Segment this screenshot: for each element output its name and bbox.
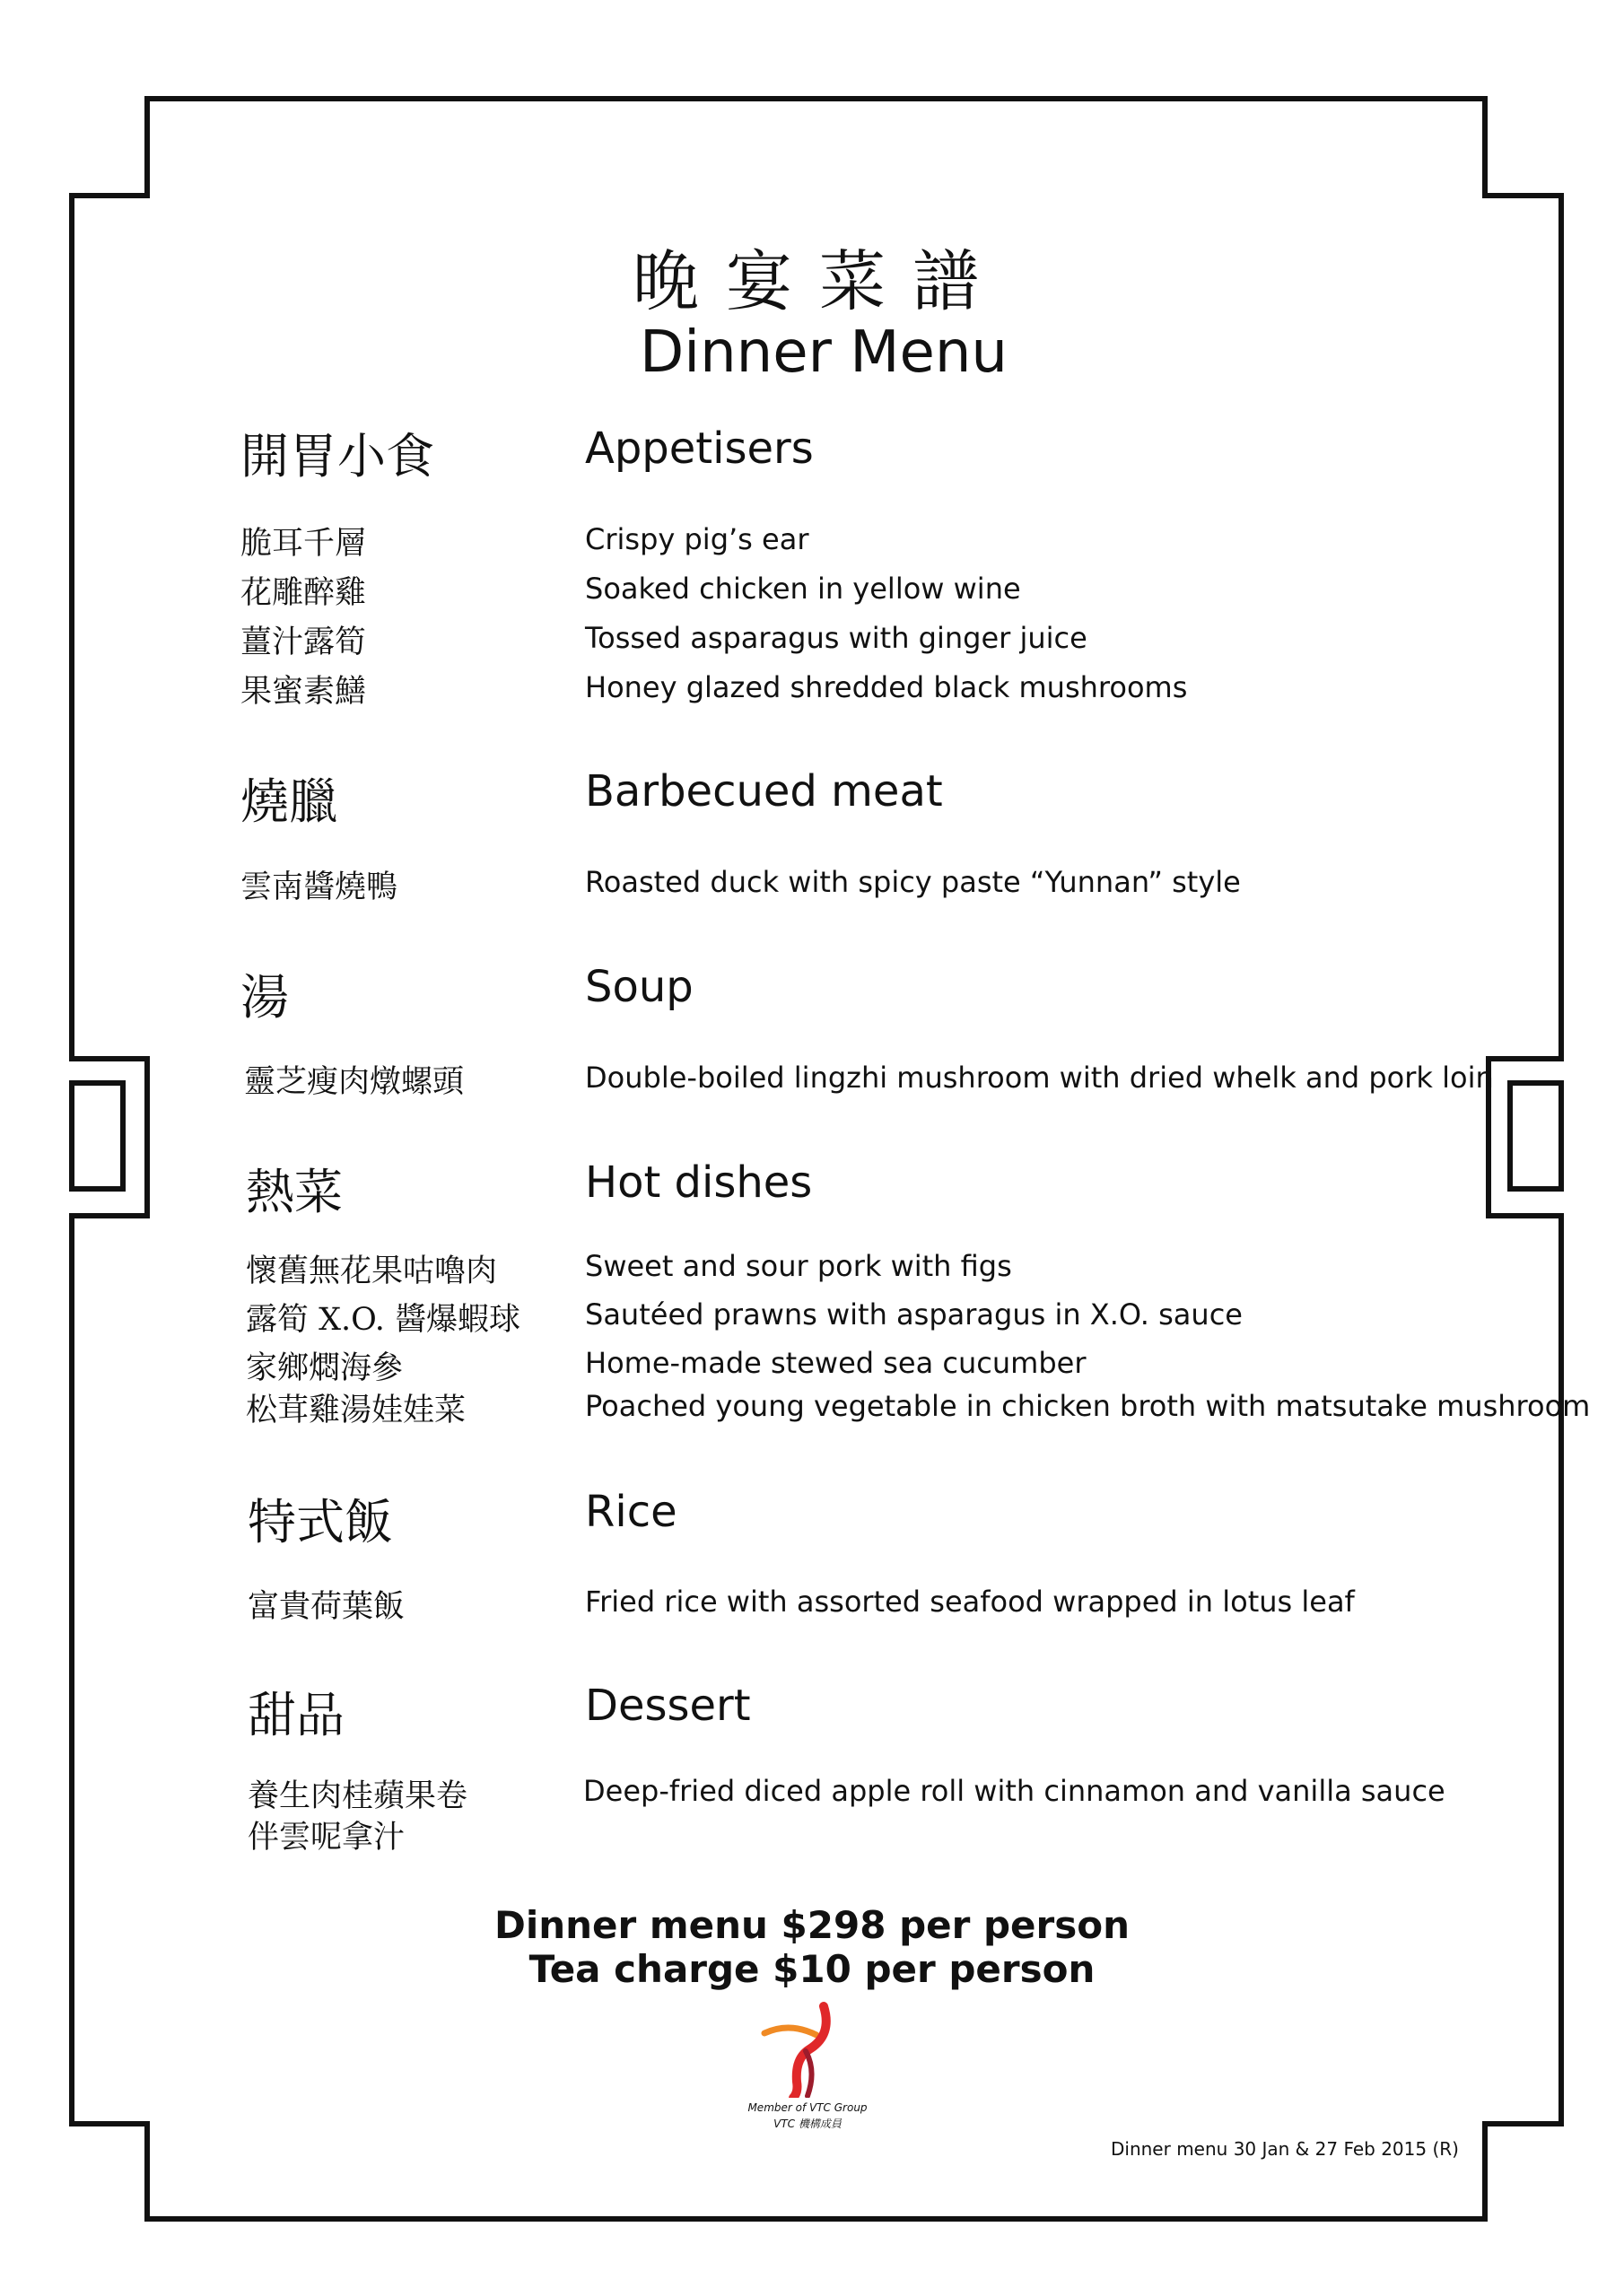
section-heading-en-hot-dishes: Hot dishes [585,1157,813,1208]
dish-name-en: Fried rice with assorted seafood wrapped in lotus leaf [585,1585,1355,1619]
tea-charge: Tea charge $10 per person [528,1947,1096,1991]
section-heading-en-appetisers: Appetisers [585,424,814,474]
vtc-group-logo [754,1999,852,2098]
dish-name-zh: 脆耳千層 [240,526,367,562]
dish-name-zh: 花雕醉雞 [240,575,367,611]
dish-name-zh: 雲南醬燒鴨 [240,869,398,905]
dish-name-en: Roasted duck with spicy paste “Yunnan” style [585,865,1241,899]
menu-date-note: Dinner menu 30 Jan & 27 Feb 2015 (R) [1111,2138,1459,2160]
logo-stroke-darkred [806,2051,812,2096]
logo-caption-line2: VTC 機構成員 [773,2118,842,2130]
dish-name-en: Double-boiled lingzhi mushroom with dried whelk and pork loin [585,1061,1494,1095]
dish-name-zh: 養生肉桂蘋果卷 [248,1778,468,1814]
dish-name-en: Deep-fried diced apple roll with cinnamon and vanilla sauce [583,1774,1445,1808]
section-heading-zh-barbecued-meat: 燒臘 [240,773,337,830]
section-heading-zh-soup: 湯 [240,969,289,1026]
frame-right-notch [1510,1083,1561,1189]
dish-name-zh: 懷舊無花果咕嚕肉 [246,1253,498,1289]
dish-name-zh: 果蜜素鱔 [240,674,367,710]
logo-caption-line1: Member of VTC Group [747,2101,868,2114]
section-heading-zh-appetisers: 開胃小食 [240,428,434,485]
dinner-price: Dinner menu $298 per person [494,1903,1130,1947]
section-heading-zh-hot-dishes: 熱菜 [246,1164,343,1220]
dish-name-en: Honey glazed shredded black mushrooms [585,670,1188,704]
dish-name-en: Home-made stewed sea cucumber [585,1346,1087,1380]
title-chinese: 晚宴菜譜 [633,243,1006,320]
dish-name-en: Sautéed prawns with asparagus in X.O. sauce [585,1297,1243,1332]
dish-name-en: Tossed asparagus with ginger juice [585,621,1087,655]
dish-name-en: Soaked chicken in yellow wine [585,572,1021,606]
title-english: Dinner Menu [640,319,1008,386]
logo-arc-orange [764,2028,816,2035]
dish-name-zh: 薑汁露筍 [240,624,367,660]
dish-name-en: Sweet and sour pork with figs [585,1249,1012,1283]
dish-name-en: Crispy pig’s ear [585,522,809,556]
section-heading-en-dessert: Dessert [585,1681,751,1731]
dish-name-zh: 伴雲呢拿汁 [248,1820,406,1856]
section-heading-en-rice: Rice [585,1487,677,1537]
dish-name-zh: 家鄉燜海參 [246,1350,404,1386]
section-heading-en-barbecued-meat: Barbecued meat [585,766,943,817]
section-heading-zh-dessert: 甜品 [248,1687,345,1743]
dish-name-zh: 松茸雞湯娃娃菜 [246,1393,467,1428]
dish-name-zh: 靈芝瘦肉燉螺頭 [244,1064,465,1100]
frame-left-notch [72,1083,123,1189]
section-heading-zh-rice: 特式飯 [248,1494,393,1550]
dish-name-zh: 富貴荷葉飯 [248,1589,406,1625]
dish-name-zh: 露筍 X.O. 醬爆蝦球 [246,1302,521,1338]
section-heading-en-soup: Soup [585,962,694,1012]
dish-name-en: Poached young vegetable in chicken broth with matsutake mushroom [585,1389,1591,1423]
